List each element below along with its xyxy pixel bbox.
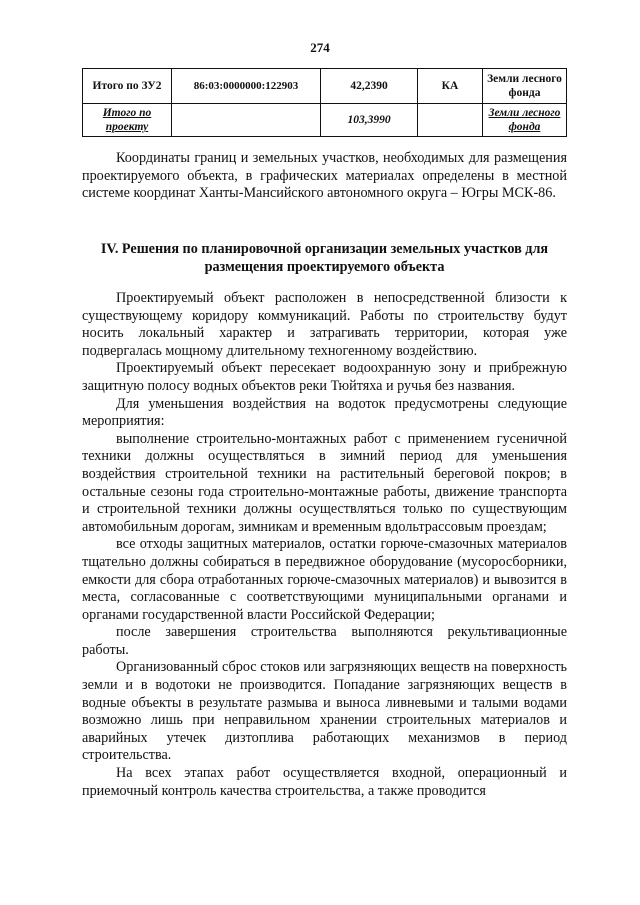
section-heading: IV. Решения по планировочной организации земельных участков для размещения проектируемого объекта — [100, 241, 549, 275]
list-item: выполнение строительно-монтажных работ с применением гусеничной техники должны осуществляться в зимний период для уменьшения воздействия строительной техники на растительный береговой покров; в остальные сезоны года строительно-монтажные работы, движение транспорта и строительной техники должны осуществляться только по существующим автомобильным дорогам, зимникам и временным вдольтрассовым проездам; — [82, 430, 567, 535]
coordinates-paragraph: Координаты границ и земельных участков, необходимых для размещения проектируемого объекта, в графических материалах определены в местной системе координат Ханты-Мансийского автономного округа – Югры МСК-86. — [82, 150, 567, 202]
table-cell-category: КА — [418, 69, 483, 104]
table-cell-name: Итого по проекту — [83, 104, 172, 137]
coordinates-section — [82, 150, 567, 203]
table-row — [83, 69, 567, 104]
table-cell-area: 42,2390 — [321, 69, 418, 104]
table-cell-cadastral: 86:03:0000000:122903 — [172, 69, 321, 104]
table-row — [83, 104, 567, 137]
list-item: после завершения строительства выполняются рекультивационные работы. — [82, 624, 567, 658]
table-cell-land-type: Земли лесного фонда — [483, 104, 567, 137]
paragraph: Проектируемый объект пересекает водоохранную зону и прибрежную защитную полосу водных объектов реки Тюйтяха и ручья без названия. — [82, 360, 567, 394]
paragraph: На всех этапах работ осуществляется входной, операционный и приемочный контроль качества строительства, а также проводится — [82, 765, 567, 799]
page-number: 274 — [310, 40, 330, 55]
paragraph: Для уменьшения воздействия на водоток предусмотрены следующие мероприятия: — [82, 395, 567, 430]
summary-table — [82, 68, 567, 137]
list-item: все отходы защитных материалов, остатки горюче-смазочных материалов тщательно должны собираться в передвижное оборудование (мусоросборники, емкости для сбора отработанных горюче-смазочных материалов) и вывозится в места, согласованные с соответствующими муниципальными органами и органами государственной власти Российской Федерации; — [82, 536, 567, 623]
table-cell-area: 103,3990 — [321, 104, 418, 137]
paragraph: Проектируемый объект расположен в непосредственной близости к существующему коридору коммуникаций. Работы по строительству будут носить локальный характер и затрагивать территории, которая уже подвергалась мощному длительному техногенному воздействию. — [82, 290, 567, 359]
table-cell-land-type: Земли лесного фонда — [483, 69, 567, 104]
paragraph: Организованный сброс стоков или загрязняющих веществ на поверхность земли и в водотоки не производится. Попадание загрязняющих веществ в водные объекты в результате размыва и выноса ливневыми и талыми водами возможно лишь при неправильном хранении строительных материалов и аварийных утечек дизтоплива работающих механизмов в период строительства. — [82, 659, 567, 764]
table-cell-name: Итого по ЗУ2 — [83, 69, 172, 104]
body-text — [82, 290, 567, 800]
table-cell-cadastral — [172, 104, 321, 137]
table-cell-category — [418, 104, 483, 137]
